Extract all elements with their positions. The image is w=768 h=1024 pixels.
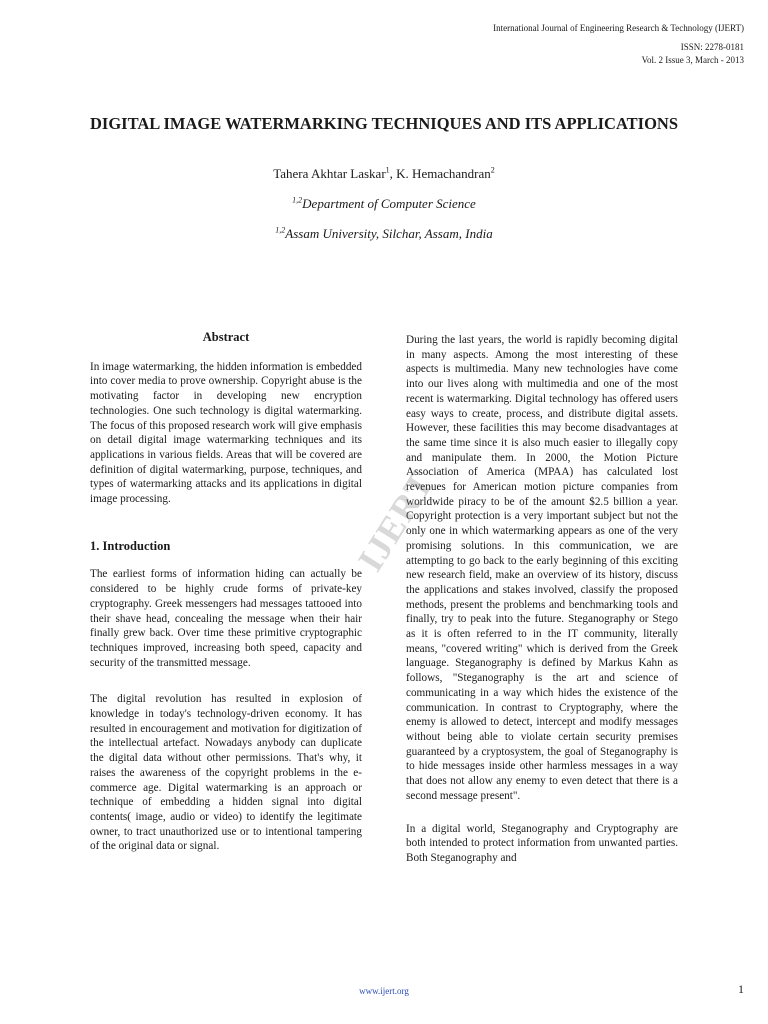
author-superscript: 1 (385, 165, 390, 175)
affiliation-text: Department of Computer Science (302, 196, 476, 211)
affiliation-text: Assam University, Silchar, Assam, India (285, 226, 493, 241)
abstract-heading: Abstract (202, 330, 250, 344)
introduction-paragraph: The digital revolution has resulted in explosion of knowledge in today's technology-driven economy. It has resulted in encouragement and motivation for digitization of the intellectual artefact. Nowadays anybody can duplicate the digital data without other permissions. That's why, it raises the awareness of the copyright problems in the e-commerce age. Digital watermarking is an approach or technique of embedding a hidden signal into digital contents( image, audio or video) to identify the legitimate owner, to tract unauthorized use or to intentional tampering of the original data or signal. (90, 693, 362, 853)
right-column (406, 333, 678, 866)
affiliation-department (84, 196, 684, 212)
abstract-text: In image watermarking, the hidden information is embedded into cover media to prove ownership. Copyright abuse is the motivating factor in developing new encryption technologies. One such technology is digital watermarking. The focus of this proposed research work will give emphasis on detail digital image watermarking techniques and its applications in various fields. Areas that will be covered are definition of digital watermarking, purpose, techniques, and types of watermarking attacks and its applications in digital image processing. (90, 360, 362, 506)
author-separator: , (389, 166, 397, 181)
introduction-paragraph: The earliest forms of information hiding can actually be considered to be highly crude forms of private-key cryptography. Greek messengers had messages tattooed into their shave head, concealing the message when their hair finally grew back. Over time these primitive cryptographic techniques improved, increasing both speed, capacity and security of the transmitted message. (90, 568, 362, 669)
author-name: K. Hemachandran (396, 166, 491, 181)
author-superscript: 2 (490, 165, 495, 175)
body-paragraph: During the last years, the world is rapidly becoming digital in many aspects. Among the most interesting of these aspects is multimedia. Many new technologies have come into our lives along with multimedia and one of the most recent is watermarking. Digital technology has offered users easy ways to create, process, and distribute digital assets. However, these facilities this may become disadvantages at the same time since it is also much easier to illegally copy and manipulate them. In 2000, the Motion Picture Association of America (MPAA) has calculated lost revenues for American motion picture companies from worldwide piracy to be of the amount $2.5 billion a year. Copyright protection is a very important subject but not the only one in which watermarking appears as one of the very promising solutions. In this communication, we are attempting to go back to the early beginning of this exciting new research field, make an overview of its history, discuss the applications and stakes involved, classify the proposed methods, present the problems and benchmarking tools and finally, try to peak into the future. Steganography or Stego as it is often referred to in the IT community, literally means, "covered writing" which is derived from the Greek language. Steganography is defined by Markus Kahn as follows, "Steganography is the art and science of communicating in a way which hides the existence of the communication. In contrast to Cryptography, where the enemy is allowed to detect, intercept and modify messages without being able to violate certain security premises guaranteed by a cryptosystem, the goal of Steganography is to hide messages inside other harmless messages in a way that does not allow any enemy to even detect that there is a second message present". (406, 334, 678, 802)
paper-title: DIGITAL IMAGE WATERMARKING TECHNIQUES AND ITS APPLICATIONS (89, 114, 678, 133)
affiliation-superscript: 1,2 (275, 225, 286, 235)
issn: ISSN: 2278-0181 (680, 42, 744, 52)
body-paragraph: In a digital world, Steganography and Cryptography are both intended to protect information from unwanted parties. Both Steganography and (406, 822, 678, 864)
authors (84, 166, 684, 182)
introduction-heading: 1. Introduction (90, 538, 171, 553)
page-number: 1 (738, 982, 744, 996)
footer-url-link[interactable]: www.ijert.org (359, 986, 409, 996)
author-name: Tahera Akhtar Laskar (273, 166, 386, 181)
volume-issue: Vol. 2 Issue 3, March - 2013 (641, 55, 744, 65)
affiliation-superscript: 1,2 (292, 195, 303, 205)
journal-name: International Journal of Engineering Research & Technology (IJERT) (493, 23, 744, 33)
affiliation-university (84, 226, 684, 242)
ijert-watermark: IJERT (349, 463, 443, 579)
left-column (90, 330, 362, 854)
